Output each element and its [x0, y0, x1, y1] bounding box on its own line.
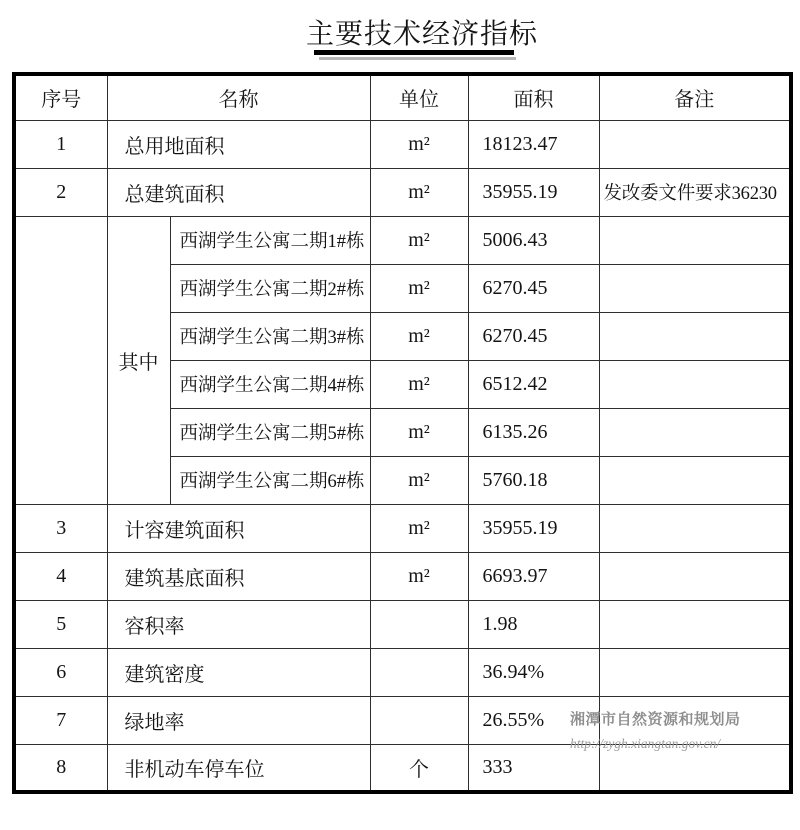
- row-note: 发改委文件要求36230: [599, 168, 791, 216]
- group-no-cell: [14, 216, 107, 504]
- page-title: 主要技术经济指标: [305, 19, 538, 50]
- table-row: [14, 552, 791, 600]
- row-name: 西湖学生公寓二期2#栋: [170, 264, 370, 312]
- row-area: 6135.26: [468, 408, 599, 456]
- row-no: 8: [14, 744, 107, 792]
- row-area: 26.55%: [468, 696, 599, 744]
- row-no: 2: [14, 168, 107, 216]
- row-note: [599, 264, 791, 312]
- row-name: 非机动车停车位: [107, 744, 370, 792]
- header-unit: 单位: [370, 74, 468, 120]
- row-unit: m²: [370, 360, 468, 408]
- row-area: 36.94%: [468, 648, 599, 696]
- row-note: [599, 456, 791, 504]
- row-unit: m²: [370, 168, 468, 216]
- row-note: [599, 696, 791, 744]
- row-unit: m²: [370, 456, 468, 504]
- row-unit: m²: [370, 408, 468, 456]
- watermark-url: http://zygh.xiangtan.gov.cn/: [570, 736, 721, 751]
- table-row: [14, 216, 791, 264]
- row-no: 6: [14, 648, 107, 696]
- title-underline: [314, 50, 514, 60]
- row-area: 35955.19: [468, 168, 599, 216]
- row-note: [599, 120, 791, 168]
- row-unit: [370, 696, 468, 744]
- row-no: 7: [14, 696, 107, 744]
- row-no: 5: [14, 600, 107, 648]
- table-row: [14, 744, 791, 792]
- row-area: 18123.47: [468, 120, 599, 168]
- row-unit: m²: [370, 504, 468, 552]
- row-unit: [370, 600, 468, 648]
- row-unit: 个: [370, 744, 468, 792]
- row-area: 333: [468, 744, 599, 792]
- row-area: 6270.45: [468, 312, 599, 360]
- table-row: [14, 168, 791, 216]
- row-note: [599, 552, 791, 600]
- header-area: 面积: [468, 74, 599, 120]
- row-unit: m²: [370, 120, 468, 168]
- row-note: [599, 216, 791, 264]
- row-unit: m²: [370, 264, 468, 312]
- row-unit: m²: [370, 216, 468, 264]
- row-name: 总用地面积: [107, 120, 370, 168]
- title-block: [0, 12, 800, 52]
- header-name: 名称: [107, 74, 370, 120]
- table-row: [14, 504, 791, 552]
- row-area: 35955.19: [468, 504, 599, 552]
- title-underline-shadow: [319, 57, 516, 60]
- row-unit: m²: [370, 552, 468, 600]
- row-name: 建筑密度: [107, 648, 370, 696]
- row-area: 5760.18: [468, 456, 599, 504]
- indicators-table: [12, 72, 793, 794]
- row-note: [599, 744, 791, 792]
- row-note: [599, 408, 791, 456]
- row-no: 1: [14, 120, 107, 168]
- row-note: [599, 504, 791, 552]
- row-no: 4: [14, 552, 107, 600]
- row-area: 1.98: [468, 600, 599, 648]
- row-area: 6693.97: [468, 552, 599, 600]
- row-name: 西湖学生公寓二期4#栋: [170, 360, 370, 408]
- row-note: [599, 600, 791, 648]
- row-area: 5006.43: [468, 216, 599, 264]
- table-header-row: [14, 74, 791, 120]
- row-name: 容积率: [107, 600, 370, 648]
- row-area: 6270.45: [468, 264, 599, 312]
- header-note: 备注: [599, 74, 791, 120]
- row-unit: [370, 648, 468, 696]
- row-note: [599, 360, 791, 408]
- table-row: [14, 120, 791, 168]
- row-name: 西湖学生公寓二期5#栋: [170, 408, 370, 456]
- watermark-agency: 湘潭市自然资源和规划局: [570, 712, 741, 728]
- header-no: 序号: [14, 74, 107, 120]
- row-name: 建筑基底面积: [107, 552, 370, 600]
- table-row: [14, 648, 791, 696]
- row-name: 西湖学生公寓二期6#栋: [170, 456, 370, 504]
- row-name: 西湖学生公寓二期3#栋: [170, 312, 370, 360]
- group-label-cell: 其中: [107, 216, 170, 504]
- table-row: [14, 600, 791, 648]
- row-name: 西湖学生公寓二期1#栋: [170, 216, 370, 264]
- title-underline-bar: [314, 50, 514, 55]
- row-note: [599, 312, 791, 360]
- row-unit: m²: [370, 312, 468, 360]
- row-name: 计容建筑面积: [107, 504, 370, 552]
- row-note: [599, 648, 791, 696]
- table-row: [14, 696, 791, 744]
- row-no: 3: [14, 504, 107, 552]
- row-name: 绿地率: [107, 696, 370, 744]
- row-name: 总建筑面积: [107, 168, 370, 216]
- row-area: 6512.42: [468, 360, 599, 408]
